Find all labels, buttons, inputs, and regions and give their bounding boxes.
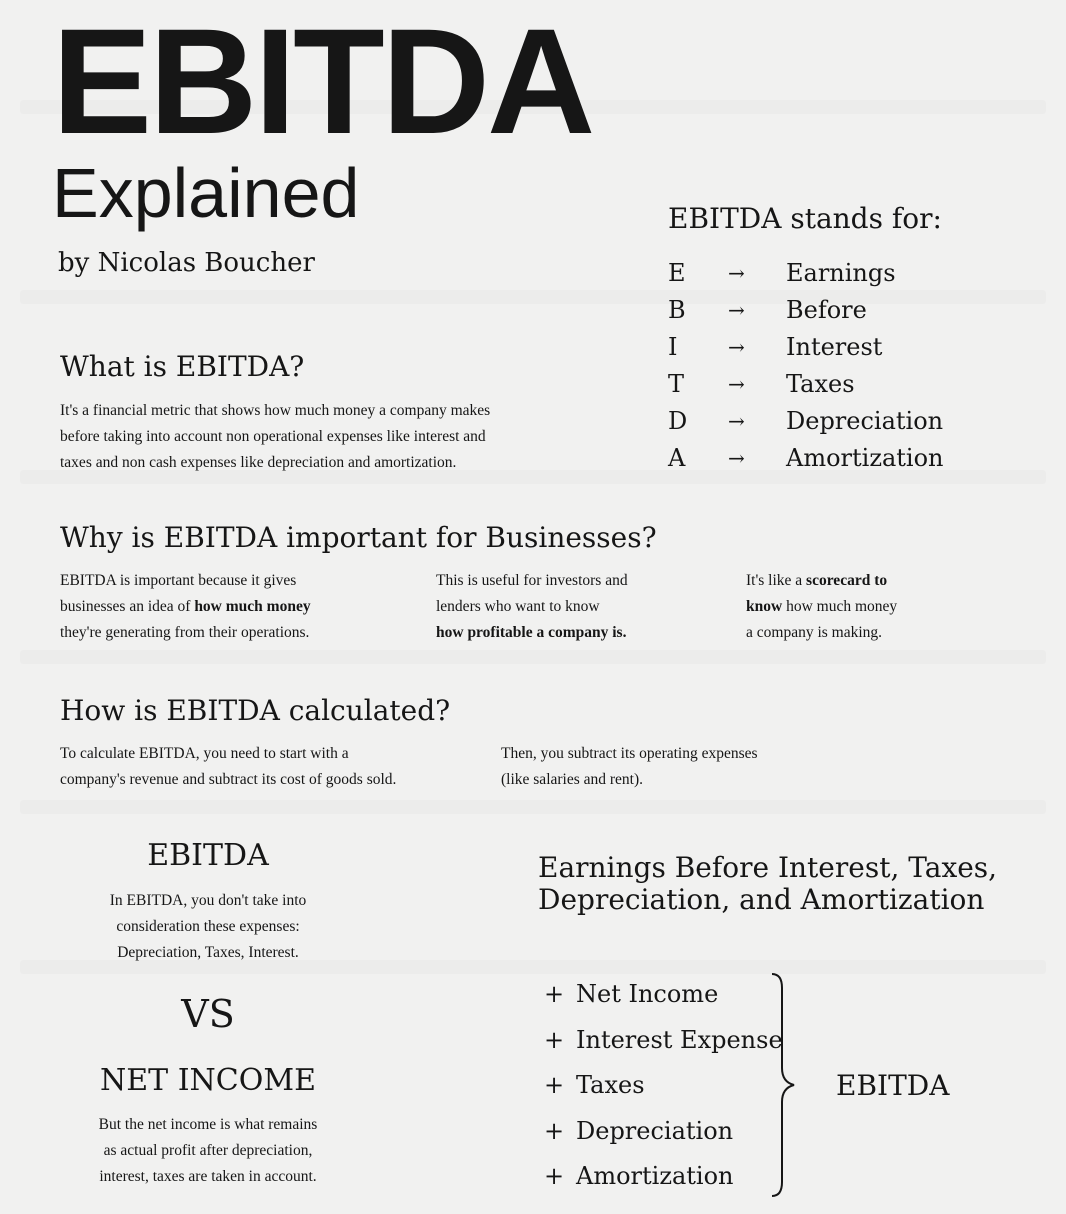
compare-line: Depreciation, Taxes, Interest. [117,944,299,961]
why-emphasis: how much money [194,598,311,615]
why-text: businesses an idea of [60,598,195,615]
compare-line: consideration these expenses: [116,918,300,935]
how-line: To calculate EBITDA, you need to start with a [60,745,349,762]
why-emphasis: know [746,598,783,615]
why-heading: Why is EBITDA important for Businesses? [60,521,657,554]
background-texture [20,650,1046,664]
how-line: Then, you subtract its operating expenses [501,745,758,762]
compare-line: interest, taxes are taken in account. [99,1168,317,1185]
acronym-letter: B [668,296,686,324]
how-line: company's revenue and subtract its cost of goods sold. [60,771,397,788]
how-heading: How is EBITDA calculated? [60,694,451,727]
versus-label: VS [181,992,235,1036]
what-paragraph [60,398,620,476]
why-emphasis: scorecard to [806,572,888,589]
why-line: lenders who want to know [436,598,600,615]
arrow-right-icon: → [728,298,745,322]
plus-icon: + [544,980,565,1008]
acronym-letter: D [668,407,688,435]
what-line: before taking into account non operational expenses like interest and [60,428,486,445]
how-line: (like salaries and rent). [501,771,644,788]
how-right-paragraph [501,741,901,793]
formula-item-label: Taxes [576,1071,645,1099]
formula-result: EBITDA [836,1069,950,1102]
page-subtitle: Explained [52,154,360,232]
acronym-word: Before [786,296,867,324]
why-line [746,594,1046,620]
acronym-letter: A [668,444,686,472]
what-line: taxes and non cash expenses like depreciation and amortization. [60,454,457,471]
acronym-letter: E [668,259,686,287]
why-text: It's like a [746,572,807,589]
why-line [436,620,726,646]
compare-line: as actual profit after depreciation, [103,1142,313,1159]
ebitda-compare-title: EBITDA [147,838,269,873]
curly-brace-icon [764,970,804,1200]
acronym-letter: T [668,370,685,398]
why-text: how much money [782,598,898,615]
why-line [60,594,420,620]
formula-item-label: Amortization [576,1162,734,1190]
formula-item-label: Depreciation [576,1117,734,1145]
acronym-word: Earnings [786,259,896,287]
acronym-word: Interest [786,333,883,361]
why-line: they're generating from their operations. [60,624,310,641]
what-line: It's a financial metric that shows how much money a company makes [60,402,491,419]
author-byline: by Nicolas Boucher [58,248,315,278]
arrow-right-icon: → [728,372,745,396]
acronym-word: Depreciation [786,407,944,435]
formula-heading-line: Depreciation, and Amortization [538,883,985,916]
ebitda-compare-text [70,888,346,966]
why-column-1 [60,568,420,646]
why-emphasis: how profitable a company is. [436,624,627,641]
arrow-right-icon: → [728,261,745,285]
plus-icon: + [544,1117,565,1145]
arrow-right-icon: → [728,446,745,470]
arrow-right-icon: → [728,335,745,359]
background-texture [20,800,1046,814]
arrow-right-icon: → [728,409,745,433]
acronym-letter: I [668,333,678,361]
why-line: a company is making. [746,624,883,641]
formula-heading-line: Earnings Before Interest, Taxes, [538,851,998,884]
formula-item [544,1026,783,1054]
page-title: EBITDA [52,0,593,165]
stands-for-heading: EBITDA stands for: [668,202,942,235]
plus-icon: + [544,1071,565,1099]
acronym-word: Amortization [786,444,944,472]
why-line: This is useful for investors and [436,572,628,589]
how-left-paragraph [60,741,500,793]
plus-icon: + [544,1026,565,1054]
compare-line: In EBITDA, you don't take into [109,892,307,909]
why-line: EBITDA is important because it gives [60,572,297,589]
formula-item [544,1071,645,1099]
why-column-2 [436,568,726,646]
net-income-text [70,1112,346,1190]
why-column-3 [746,568,1046,646]
net-income-title: NET INCOME [100,1063,316,1098]
background-texture [20,290,1046,304]
formula-item [544,980,718,1008]
formula-item-label: Net Income [576,980,719,1008]
plus-icon: + [544,1162,565,1190]
compare-line: But the net income is what remains [98,1116,318,1133]
why-line [746,568,1046,594]
what-heading: What is EBITDA? [60,350,305,383]
formula-heading [538,852,997,916]
formula-item [544,1117,733,1145]
acronym-word: Taxes [786,370,855,398]
formula-item-label: Interest Expense [576,1026,783,1054]
formula-item [544,1162,734,1190]
